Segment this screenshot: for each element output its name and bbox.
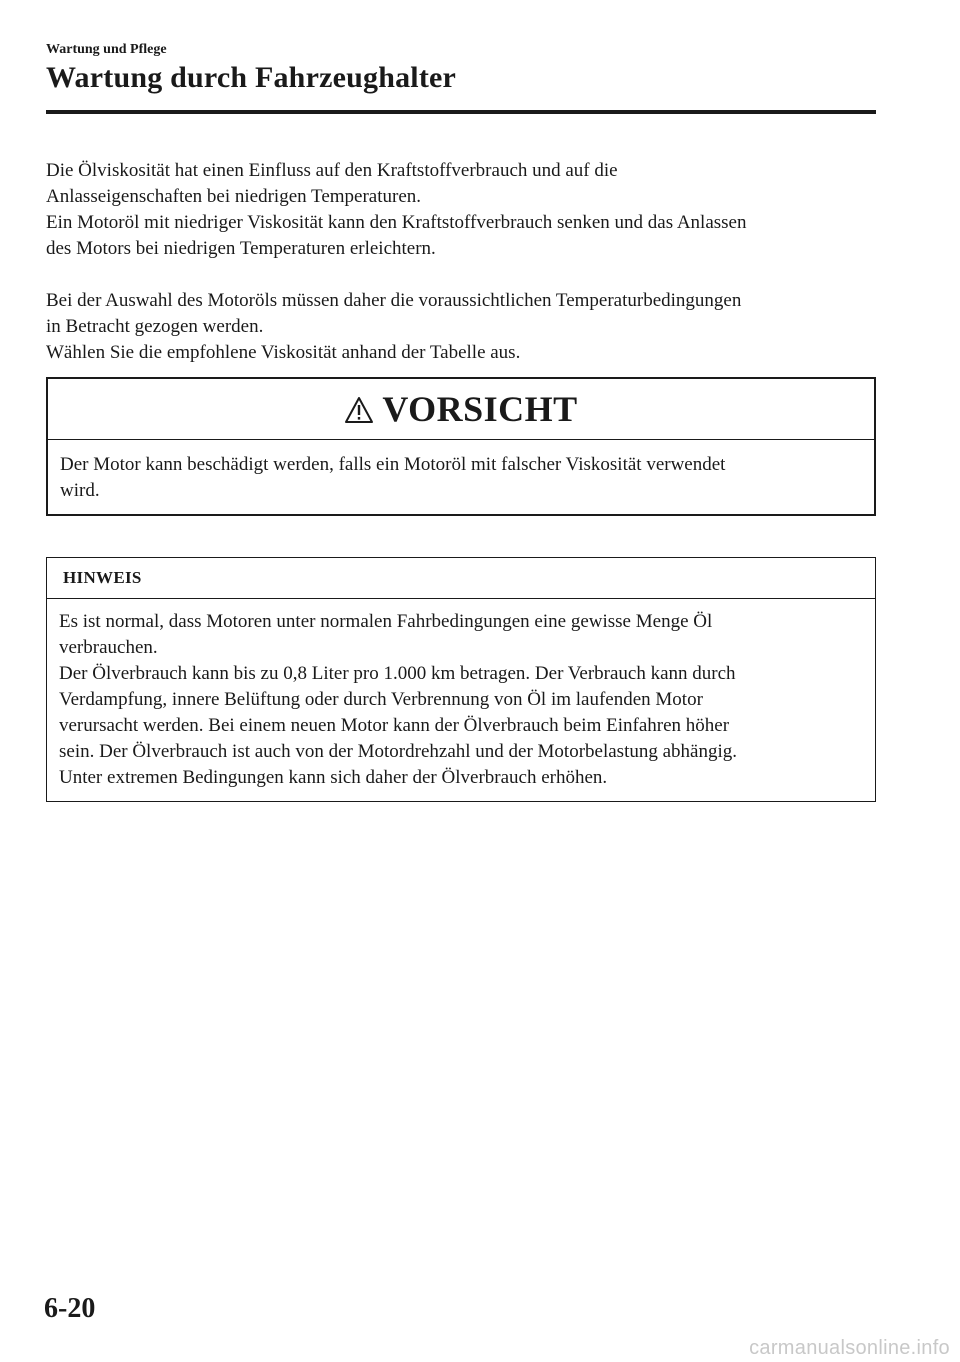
warning-triangle-icon (344, 396, 374, 424)
text-line: Verdampfung, innere Belüftung oder durch Verbrennung von Öl im laufenden Motor (59, 689, 703, 710)
note-box (46, 557, 876, 802)
text-line: sein. Der Ölverbrauch ist auch von der Motordrehzahl und der Motorbelastung abhängig. (59, 741, 737, 762)
text-line: des Motors bei niedrigen Temperaturen erleichtern. (46, 238, 436, 259)
text-line: Die Ölviskosität hat einen Einfluss auf den Kraftstoffverbrauch und auf die (46, 160, 618, 181)
body-text (46, 158, 886, 366)
text-line: Es ist normal, dass Motoren unter normalen Fahrbedingungen eine gewisse Menge Öl (59, 611, 713, 632)
section-label: Wartung und Pflege (46, 42, 167, 57)
note-title: HINWEIS (63, 568, 142, 587)
text-line: Bei der Auswahl des Motoröls müssen daher die voraussichtlichen Temperaturbedingungen (46, 290, 742, 311)
text-line: verbrauchen. (59, 637, 158, 658)
text-line: Ein Motoröl mit niedriger Viskosität kann den Kraftstoffverbrauch senken und das Anlassen (46, 212, 747, 233)
paragraph-viscosity-effect (46, 158, 886, 262)
text-line: Anlasseigenschaften bei niedrigen Temperaturen. (46, 186, 422, 207)
watermark: carmanualsonline.info (749, 1337, 950, 1359)
text-line: Der Motor kann beschädigt werden, falls ein Motoröl mit falscher Viskosität verwendet (60, 454, 726, 475)
page-title: Wartung durch Fahrzeughalter (46, 61, 457, 94)
text-line: Wählen Sie die empfohlene Viskosität anhand der Tabelle aus. (46, 342, 521, 363)
text-line: verursacht werden. Bei einem neuen Motor kann der Ölverbrauch beim Einfahren höher (59, 715, 730, 736)
caution-text (48, 440, 874, 504)
page-header (46, 42, 876, 96)
title-divider (46, 110, 876, 114)
caution-box (46, 377, 876, 516)
note-text (47, 599, 875, 791)
text-line: Der Ölverbrauch kann bis zu 0,8 Liter pro 1.000 km betragen. Der Verbrauch kann durch (59, 663, 736, 684)
caution-title: VORSICHT (382, 389, 578, 429)
text-line: in Betracht gezogen werden. (46, 316, 264, 337)
text-line: Unter extremen Bedingungen kann sich daher der Ölverbrauch erhöhen. (59, 767, 608, 788)
note-header (47, 558, 875, 599)
paragraph-oil-selection (46, 288, 886, 366)
text-line: wird. (60, 480, 100, 501)
caution-header (48, 379, 874, 440)
page-number: 6-20 (44, 1293, 96, 1324)
